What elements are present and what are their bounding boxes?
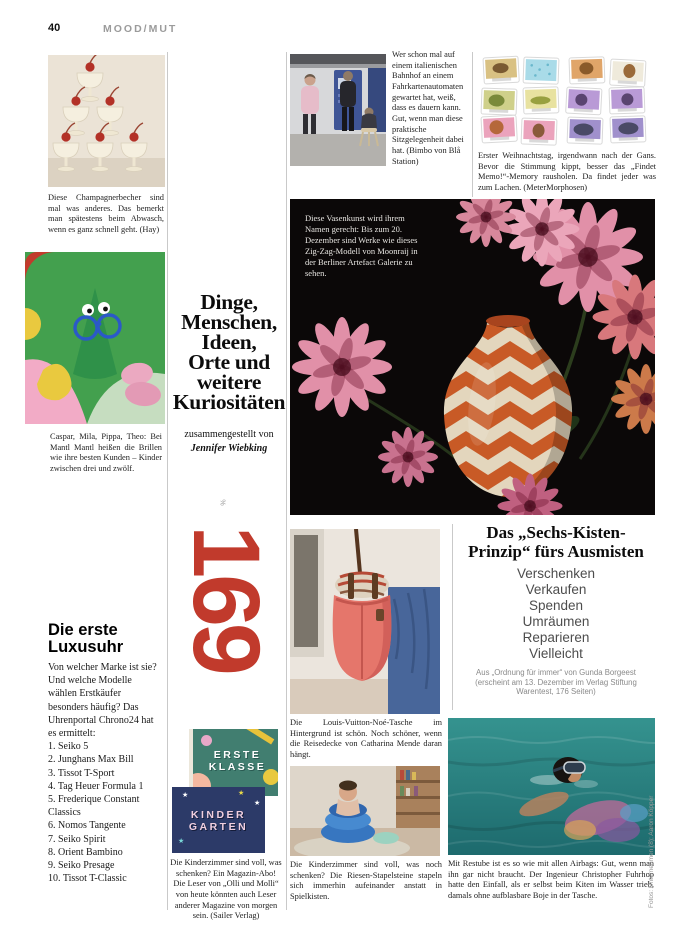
magazine-covers-photo: [172, 729, 278, 853]
lv-caption: Die Louis-Vuitton-Noé-Tasche im Hintergrund ist schön. Noch schöner, wenn die Reisedecke von Catharina Mende daran hängt.: [290, 718, 442, 760]
kindergarten-title: KINDER GARTEN: [188, 809, 249, 833]
sechs-kisten-item: Verkaufen: [525, 582, 587, 597]
luxusuhr-list-item: 5. Frederique Constant Classics: [48, 794, 140, 819]
byline-prefix: zusammengestellt von: [184, 429, 274, 440]
covers-caption: Die Kinderzimmer sind voll, was schenken? Ein Magazin-Abo! Die Leser von „Olli und Molli“ von heute könnten auch Leser anderer Magazine von morgen sein. (Sailer Verlag): [170, 858, 282, 921]
luxusuhr-intro: Von welcher Marke ist sie? Und welche Modelle wählen Erstkäufer besonders häufig? Das Uhrenportal Chrono24 hat es ermittelt:: [48, 662, 157, 740]
sechs-kisten-item: Verschenken: [516, 566, 596, 581]
page-title-line: Kuriositäten: [172, 390, 286, 414]
restube-caption: Mit Restube ist es so wie mit allen Airbags: Gut, wenn man ihn gar nicht braucht. Der Ingenieur Christopher Fuhrhop hatte den Einfall, als er selbst beim Kiten im Wasser trieb, damals ohne aufblasbare Boje in der Tasche.: [448, 859, 654, 901]
luxusuhr-body: [48, 661, 162, 885]
sechs-kisten-title: Das „Sechs-Kisten- Prinzip“ fürs Ausmisten: [468, 523, 644, 561]
luxusuhr-list-item: 10. Tissot T-Classic: [48, 873, 127, 885]
page-title-line: weitere: [196, 370, 262, 394]
percent-sign: %: [218, 499, 226, 506]
stapelstein-caption: Die Kinderzimmer sind voll, was noch schenken? Die Riesen-Stapelsteine stapeln sich immerhin aufeinander anstatt in Spielkisten.: [290, 860, 442, 902]
vase-photo: [290, 199, 655, 515]
luxusuhr-article: [48, 622, 162, 885]
star-icon: ★: [238, 790, 245, 797]
sechs-kisten-item: Reparieren: [522, 630, 590, 645]
byline-name: Jennifer Wiebking: [190, 443, 268, 454]
kids-glasses-photo: [25, 252, 165, 424]
lv-bag-photo: [290, 529, 440, 714]
big-number-block: [162, 512, 288, 684]
sechs-kisten-source: Aus „Ordnung für immer“ von Gunda Borgeest (erscheint am 13. Dezember im Verlag Stiftung Warentest, 176 Seiten): [475, 668, 637, 697]
page-title-line: Ideen,: [201, 330, 257, 354]
champagne-glasses-photo: [48, 55, 165, 187]
page-number: 40: [48, 22, 61, 34]
sechs-kisten-item: Spenden: [528, 598, 584, 613]
pink-circle-shape: [201, 735, 212, 746]
memory-cards-photo: [479, 55, 655, 146]
page-title: [170, 292, 288, 412]
champagne-caption: Diese Champagnerbecher sind mal was anderes. Das bemerkt man spätestens beim Abwasch, wenn es ganz schnell geht. (Hay): [48, 193, 164, 235]
sechs-kisten-item: Vielleicht: [529, 646, 583, 661]
station-stool-photo: [290, 54, 386, 166]
column-divider: [286, 52, 287, 910]
luxusuhr-list-item: 4. Tag Heuer Formula 1: [48, 780, 144, 792]
luxusuhr-list-item: 7. Seiko Spirit: [48, 833, 106, 845]
memory-caption: Erster Weihnachtstag, irgendwann nach der Gans. Bevor die Stimmung kippt, besser das „Findet Memo!“-Memory rausholen. Da findet jeder was zum Lachen. (MeterMorphosen): [478, 151, 656, 193]
luxusuhr-title: Die erste Luxusuhr: [48, 621, 124, 656]
restube-photo: [448, 718, 655, 855]
luxusuhr-list-item: 8. Orient Bambino: [48, 846, 123, 858]
pencil-shape: [246, 729, 275, 744]
stapelstein-photo: [290, 766, 440, 856]
page-title-line: Menschen,: [181, 310, 277, 334]
star-icon: ★: [254, 800, 261, 807]
section-title: MOOD/MUT: [103, 23, 178, 35]
sechs-kisten-list: [455, 566, 657, 662]
star-icon: ★: [182, 792, 189, 799]
page-title-line: Dinge,: [200, 290, 258, 314]
luxusuhr-list-item: 3. Tissot T-Sport: [48, 767, 115, 779]
erste-klasse-title: ERSTE KLASSE: [208, 749, 267, 773]
page-title-line: Orte und: [188, 350, 270, 374]
star-icon: ★: [178, 838, 185, 845]
station-caption: Wer schon mal auf einem italienischen Bahnhof an einem Fahrkartenautomaten gewartet hat, weiß, dass es dauern kann. Gut, wenn man diese praktische Sitzgelegenheit dabei hat. (Bimbo von Blå Station): [392, 50, 464, 166]
vase-caption: Diese Vasenkunst wird ihrem Namen gerecht: Bis zum 20. Dezember sind Werke wie dieses Zig-Zag-Modell von Moonraij in der Berliner Artefact Galerie zu sehen.: [305, 213, 418, 279]
luxusuhr-list-item: 6. Nomos Tangente: [48, 820, 126, 832]
column-divider: [167, 52, 168, 910]
big-number: 169: [172, 524, 279, 672]
luxusuhr-list-item: 9. Seiko Presage: [48, 860, 115, 872]
erste-klasse-cover: [189, 729, 278, 796]
luxusuhr-list-item: 2. Junghans Max Bill: [48, 754, 134, 766]
luxusuhr-list: [48, 740, 162, 885]
photo-credit: Fotos: Unternehmen (8); Aaron Köpper: [648, 795, 655, 908]
sechs-kisten-item: Umräumen: [522, 614, 590, 629]
column-divider: [452, 524, 453, 710]
luxusuhr-list-item: 1. Seiko 5: [48, 741, 89, 753]
column-divider: [472, 52, 473, 197]
kindergarten-cover: [172, 787, 265, 853]
glasses-caption: Caspar, Mila, Pippa, Theo: Bei Mantl Mantl heißen die Brillen wie ihre besten Kunden – Kinder zwischen drei und zwölf.: [50, 432, 162, 474]
